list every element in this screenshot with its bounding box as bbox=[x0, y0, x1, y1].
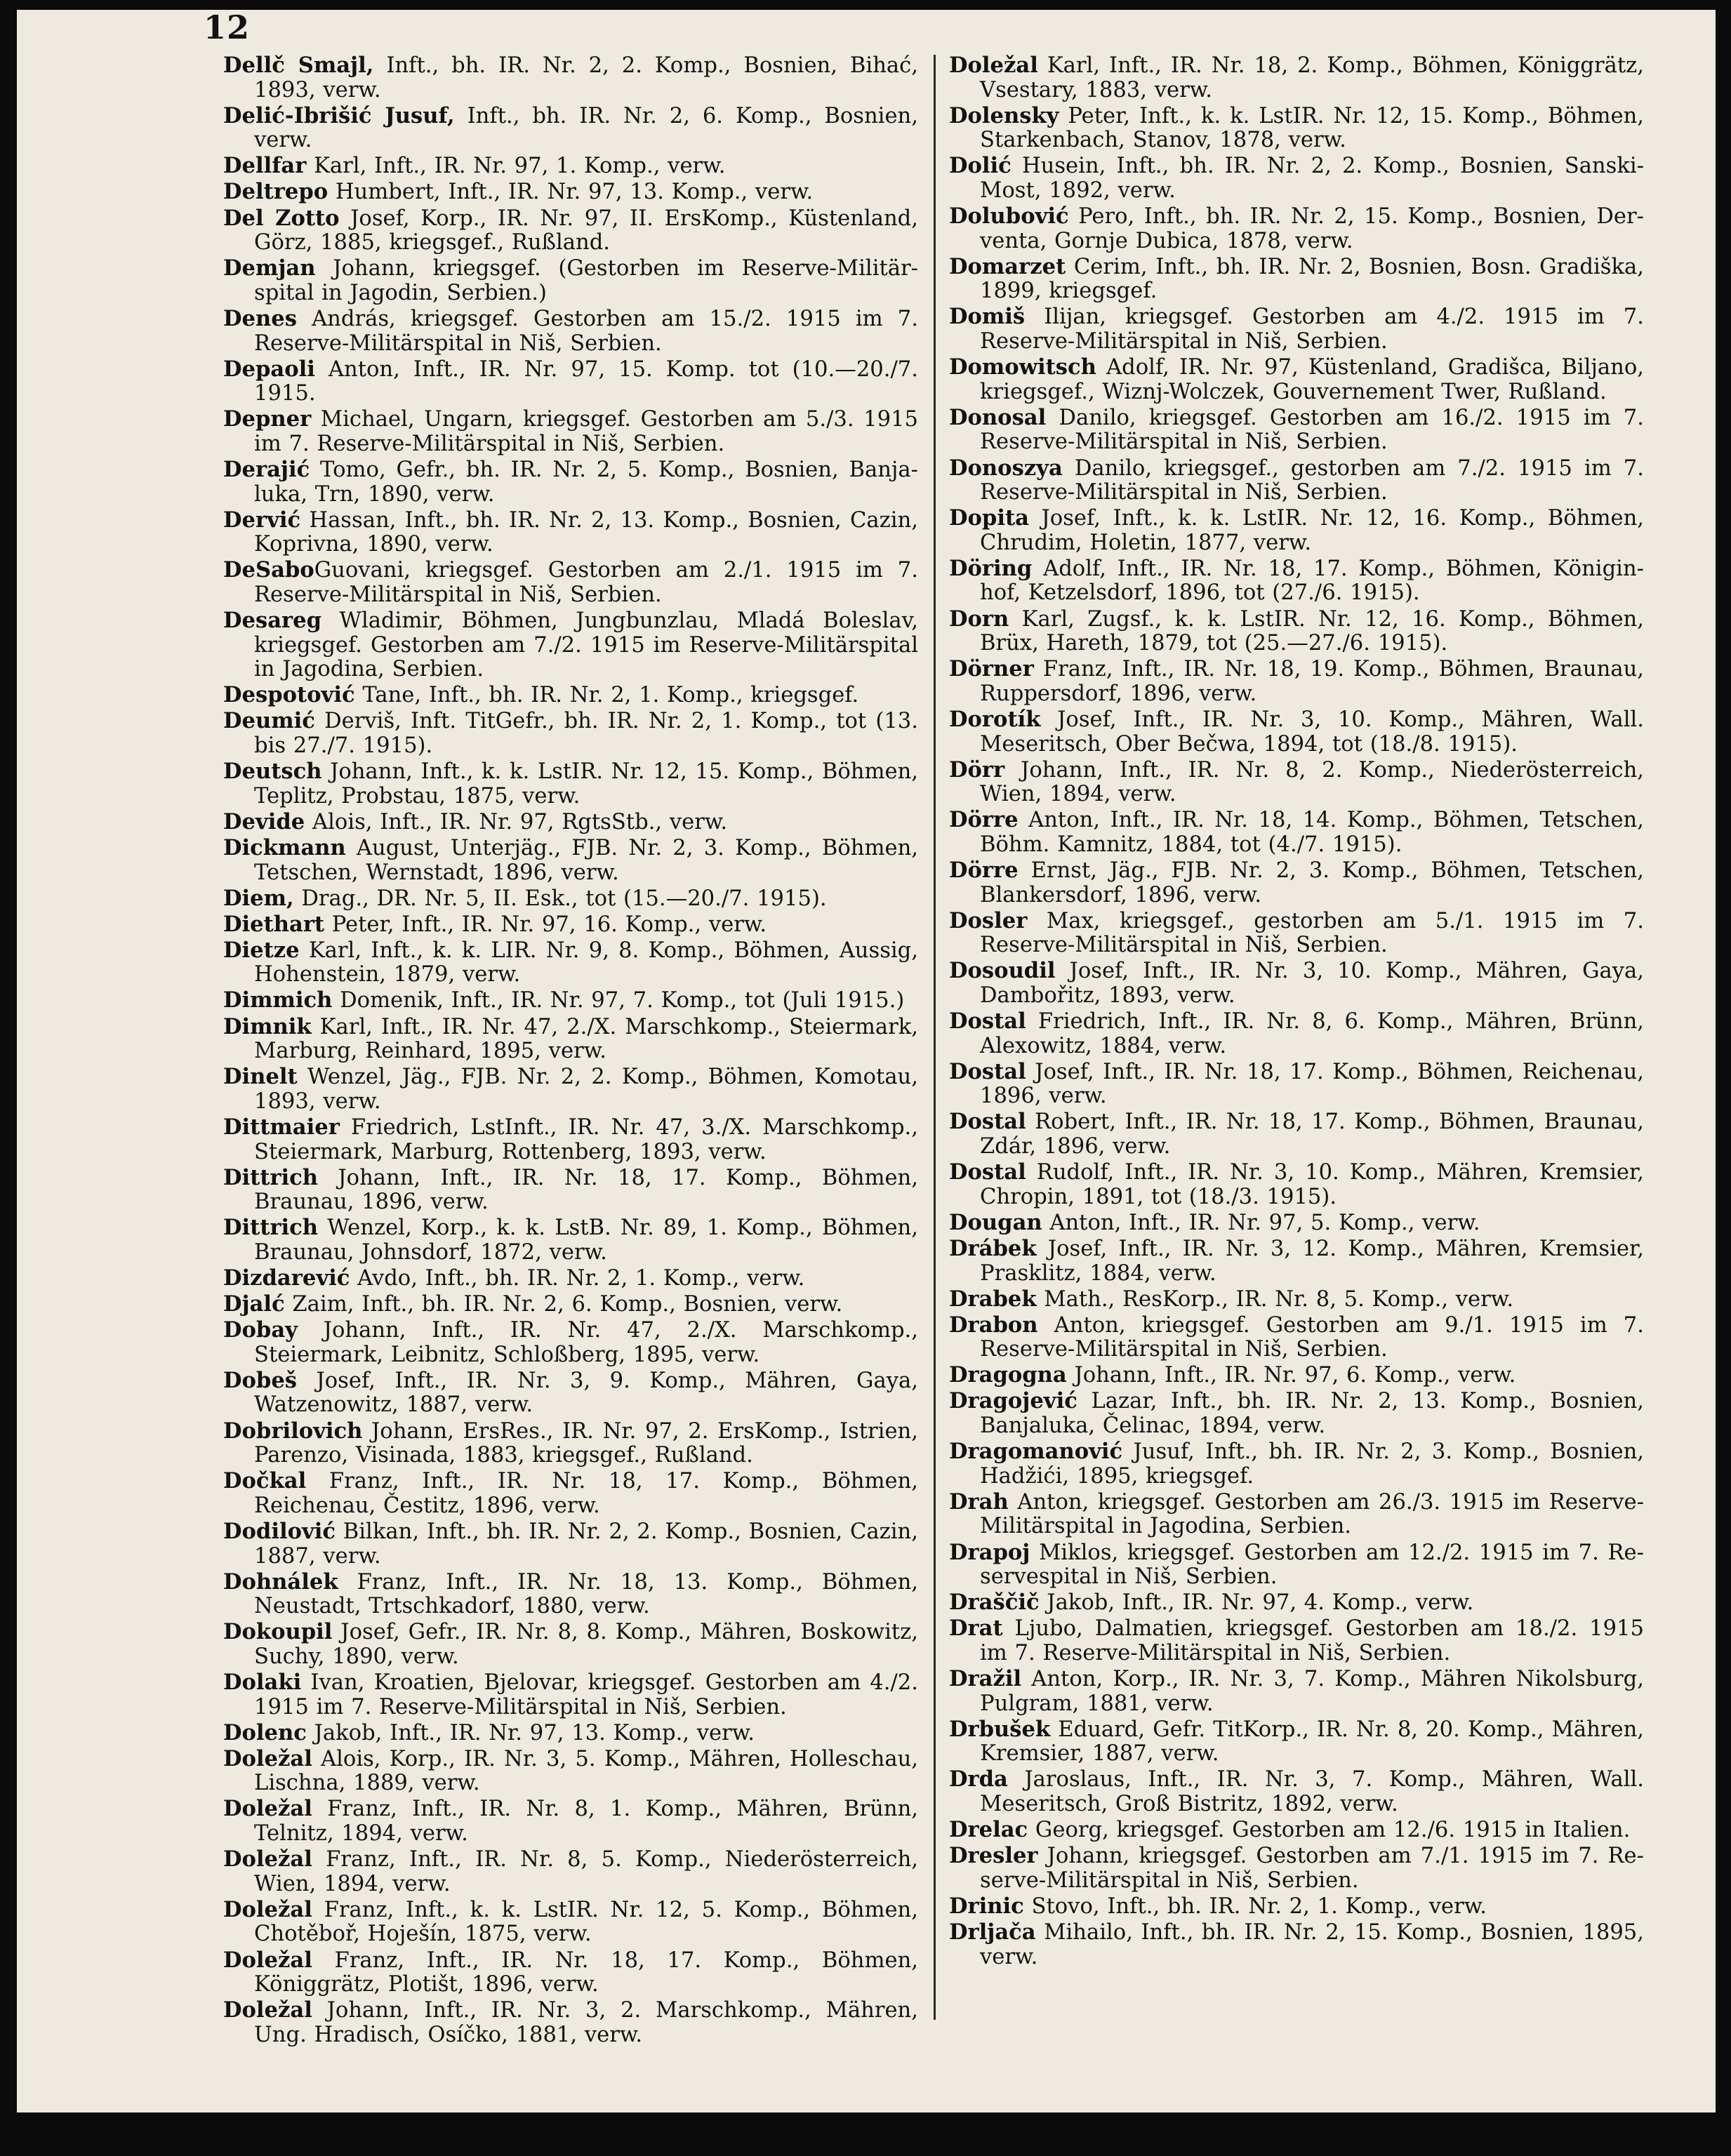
entry-surname: Dočkal bbox=[223, 1468, 307, 1494]
entry-surname: Doležal bbox=[223, 1796, 312, 1822]
entry-surname: Dodilović bbox=[223, 1518, 336, 1544]
entry-details: Ernst, Jäg., FJB. Nr. 2, 3. Komp., Böhmen, Tetschen, Blankersdorf, 1896, verw. bbox=[980, 858, 1644, 907]
entry-surname: Dokoupil bbox=[223, 1619, 333, 1645]
entry-details: Math., ResKorp., IR. Nr. 8, 5. Komp., verw. bbox=[1036, 1286, 1514, 1312]
register-entry bbox=[949, 1313, 1644, 1362]
entry-surname: Dražil bbox=[949, 1666, 1022, 1691]
entry-details: Wenzel, Korp., k. k. LstB. Nr. 89, 1. Komp., Böhmen, Braunau, Johnsdorf, 1872, verw. bbox=[254, 1216, 918, 1265]
entry-details: Georg, kriegsgef. Gestorben am 12./6. 1915 in Italien. bbox=[1028, 1818, 1631, 1843]
entry-surname: Deumić bbox=[223, 708, 315, 734]
entry-surname: Dickmann bbox=[223, 834, 346, 860]
register-entry bbox=[223, 180, 918, 205]
entry-surname: Doležal bbox=[223, 1947, 312, 1973]
register-entry bbox=[949, 53, 1644, 102]
entry-surname: Dostal bbox=[949, 1009, 1026, 1034]
scan-edge-right bbox=[1716, 0, 1731, 2156]
entry-details: Drag., DR. Nr. 5, II. Esk., tot (15.—20./7. 1915). bbox=[293, 886, 827, 911]
entry-details: Peter, Inft., IR. Nr. 97, 16. Komp., verw. bbox=[324, 912, 767, 937]
register-entry bbox=[223, 1797, 918, 1846]
entry-details: Eduard, Gefr. TitKorp., IR. Nr. 8, 20. Komp., Mähren, Kremsier, 1887, verw. bbox=[980, 1717, 1644, 1766]
entry-details: Franz, Inft., IR. Nr. 18, 19. Komp., Böhmen, Braunau, Ruppersdorf, 1896, verw. bbox=[980, 657, 1644, 706]
register-entry bbox=[949, 154, 1644, 203]
scan-edge-bottom bbox=[0, 2112, 1731, 2156]
entry-details: Johann, ErsRes., IR. Nr. 97, 2. ErsKomp., Istrien, Parenzo, Visinada, 1883, kriegsgef., Rußland. bbox=[254, 1418, 918, 1468]
register-entry bbox=[223, 407, 918, 456]
register-entry bbox=[949, 1590, 1644, 1616]
register-entry bbox=[223, 307, 918, 356]
register-entry bbox=[949, 1009, 1644, 1058]
entry-details: Jakob, Inft., IR. Nr. 97, 4. Komp., verw. bbox=[1039, 1590, 1474, 1616]
register-entry bbox=[949, 657, 1644, 706]
register-entry bbox=[223, 1266, 918, 1291]
entry-surname: Dörr bbox=[949, 757, 1005, 783]
register-entry bbox=[223, 1015, 918, 1064]
entry-surname: Dörre bbox=[949, 807, 1019, 833]
register-entry bbox=[223, 508, 918, 557]
register-entry bbox=[949, 1717, 1644, 1766]
entry-surname: Dolensky bbox=[949, 102, 1059, 128]
register-entry bbox=[949, 1060, 1644, 1109]
entry-surname: Dolubović bbox=[949, 204, 1069, 229]
entry-details: Johann, Inft., IR. Nr. 18, 17. Komp., Böhmen, Braunau, 1896, verw. bbox=[254, 1165, 918, 1215]
entry-surname: Dizdarević bbox=[223, 1265, 350, 1291]
entry-details: Franz, Inft., IR. Nr. 18, 17. Komp., Böhmen, Königgrätz, Plotišt, 1896, verw. bbox=[254, 1948, 918, 1997]
entry-surname: Dragogna bbox=[949, 1362, 1067, 1388]
entry-surname: Drábek bbox=[949, 1235, 1037, 1261]
register-entry bbox=[949, 758, 1644, 807]
entry-surname: Drabon bbox=[949, 1312, 1038, 1338]
entry-surname: Drat bbox=[949, 1616, 1003, 1642]
register-entry bbox=[223, 988, 918, 1013]
register-entry bbox=[223, 1166, 918, 1215]
entry-details: Rudolf, Inft., IR. Nr. 3, 10. Komp., Mähren, Kremsier, Chropin, 1891, tot (18./3. 1915). bbox=[980, 1160, 1644, 1209]
register-entry bbox=[223, 1570, 918, 1619]
entry-details: Wladimir, Böhmen, Jungbunzlau, Mladá Boleslav, kriegsgef. Gestorben am 7./2. 1915 im Reserve-Militärspital in Jagodina, Serbien. bbox=[254, 608, 918, 682]
register-entry bbox=[223, 357, 918, 406]
register-entry bbox=[223, 1948, 918, 1997]
entry-surname: Dinelt bbox=[223, 1064, 298, 1090]
register-entry bbox=[949, 1920, 1644, 1969]
entry-surname: Despotović bbox=[223, 682, 355, 708]
register-entry bbox=[223, 458, 918, 507]
entry-surname: Dolenc bbox=[223, 1719, 307, 1745]
register-entry bbox=[949, 406, 1644, 455]
entry-details: Miklos, kriegsgef. Gestorben am 12./2. 1915 im 7. Reservespital in Niš, Serbien. bbox=[980, 1540, 1644, 1590]
entry-surname: Dohnálek bbox=[223, 1569, 338, 1595]
page-number: 12 bbox=[204, 8, 251, 46]
entry-surname: Deutsch bbox=[223, 759, 322, 785]
entry-details: Ivan, Kroatien, Bjelovar, kriegsgef. Gestorben am 4./2. 1915 im 7. Reserve-Militärspital in Niš, Serbien. bbox=[254, 1670, 918, 1719]
register-entry bbox=[223, 1898, 918, 1947]
register-entry bbox=[949, 1287, 1644, 1312]
entry-surname: Dimnik bbox=[223, 1013, 312, 1039]
entry-details: Mihailo, Inft., bh. IR. Nr. 2, 15. Komp., Bosnien, 1895, verw. bbox=[980, 1919, 1644, 1969]
register-entry bbox=[223, 1216, 918, 1265]
register-entry bbox=[223, 1318, 918, 1367]
entry-details: Inft., bh. IR. Nr. 2, 6. Komp., Bosnien, verw. bbox=[254, 103, 918, 153]
entry-details: Josef, Inft., IR. Nr. 3, 10. Komp., Mähren, Gaya, Dambořitz, 1893, verw. bbox=[980, 959, 1644, 1008]
entry-surname: Dosoudil bbox=[949, 958, 1056, 984]
register-entry bbox=[223, 53, 918, 102]
register-entry bbox=[949, 1844, 1644, 1893]
entry-surname: Demjan bbox=[223, 255, 316, 281]
entry-surname: Dougan bbox=[949, 1209, 1042, 1235]
entry-details: Ilijan, kriegsgef. Gestorben am 4./2. 1915 im 7. Reserve-Militärspital in Niš, Serbien. bbox=[980, 305, 1644, 354]
entry-surname: Dostal bbox=[949, 1058, 1026, 1084]
entry-surname: Deltrepo bbox=[223, 179, 329, 205]
register-entry bbox=[949, 1490, 1644, 1539]
entry-details: András, kriegsgef. Gestorben am 15./2. 1915 im 7. Reserve-Militärspital in Niš, Serbien. bbox=[254, 306, 918, 356]
register-entry bbox=[223, 1369, 918, 1418]
entry-surname: Drda bbox=[949, 1766, 1008, 1792]
entry-details: Anton, kriegsgef. Gestorben am 9./1. 1915 im 7. Reserve-Militärspital in Niš, Serbien. bbox=[980, 1312, 1644, 1362]
entry-details: Pero, Inft., bh. IR. Nr. 2, 15. Komp., Bosnien, Derventa, Gornje Dubica, 1878, verw. bbox=[980, 204, 1644, 253]
register-entry bbox=[949, 959, 1644, 1008]
register-entry bbox=[223, 1670, 918, 1719]
register-entry bbox=[949, 255, 1644, 304]
register-entry bbox=[223, 154, 918, 179]
entry-surname: Donoszya bbox=[949, 455, 1063, 481]
register-entry bbox=[949, 1160, 1644, 1209]
entry-details: Cerim, Inft., bh. IR. Nr. 2, Bosnien, Bosn. Gradiška, 1899, kriegsgef. bbox=[980, 254, 1644, 304]
entry-surname: Depaoli bbox=[223, 356, 315, 382]
register-entry bbox=[949, 1818, 1644, 1843]
entry-details: Anton, Inft., IR. Nr. 97, 15. Komp. tot (10.—20./7. 1915. bbox=[254, 357, 918, 406]
entry-details: Franz, Inft., IR. Nr. 8, 5. Komp., Niederösterreich, Wien, 1894, verw. bbox=[254, 1847, 918, 1896]
entry-details: Josef, Gefr., IR. Nr. 8, 8. Komp., Mähren, Boskowitz, Suchy, 1890, verw. bbox=[254, 1620, 918, 1669]
entry-details: Guovani, kriegsgef. Gestorben am 2./1. 1915 im 7. Reserve-Militärspital in Niš, Serbien. bbox=[254, 558, 918, 607]
entry-details: Humbert, Inft., IR. Nr. 97, 13. Komp., verw. bbox=[328, 180, 814, 205]
register-entry bbox=[949, 1616, 1644, 1665]
register-entry bbox=[949, 1767, 1644, 1816]
register-entry bbox=[223, 810, 918, 835]
entry-surname: Doležal bbox=[223, 1997, 312, 2023]
entry-surname: Drelac bbox=[949, 1817, 1028, 1843]
entry-surname: Dresler bbox=[949, 1843, 1038, 1869]
register-entry bbox=[223, 1519, 918, 1569]
entry-surname: Dittrich bbox=[223, 1164, 319, 1190]
register-entry bbox=[223, 1721, 918, 1746]
entry-details: Josef, Inft., k. k. LstIR. Nr. 12, 16. Komp., Böhmen, Chrudim, Holetin, 1877, verw. bbox=[980, 506, 1644, 555]
register-entry bbox=[223, 558, 918, 607]
entry-surname: Doležal bbox=[223, 1745, 312, 1771]
entry-surname: Desareg bbox=[223, 608, 322, 634]
entry-details: Ljubo, Dalmatien, kriegsgef. Gestorben am 18./2. 1915 im 7. Reserve-Militärspital in Niš, Serbien. bbox=[980, 1616, 1644, 1665]
register-entry bbox=[223, 1065, 918, 1114]
entry-surname: Dostal bbox=[949, 1159, 1026, 1185]
entry-surname: Del Zotto bbox=[223, 205, 340, 231]
register-entry bbox=[223, 206, 918, 255]
entry-surname: Denes bbox=[223, 305, 297, 331]
register-entry bbox=[223, 759, 918, 808]
entry-details: Anton, Inft., IR. Nr. 18, 14. Komp., Böhmen, Tetschen, Böhm. Kamnitz, 1884, tot (4./7. 1915). bbox=[980, 808, 1644, 857]
entry-surname: Diem, bbox=[223, 885, 294, 911]
register-entry bbox=[223, 1115, 918, 1164]
entry-details: Peter, Inft., k. k. LstIR. Nr. 12, 15. Komp., Böhmen, Starkenbach, Stanov, 1878, verw. bbox=[980, 103, 1644, 153]
register-entry bbox=[949, 1667, 1644, 1716]
entry-surname: Dimmich bbox=[223, 987, 333, 1013]
register-entry bbox=[949, 1363, 1644, 1388]
entry-details: Josef, Inft., IR. Nr. 18, 17. Komp., Böhmen, Reichenau, 1896, verw. bbox=[980, 1059, 1644, 1109]
entry-surname: Dostal bbox=[949, 1109, 1026, 1135]
scan-edge-top bbox=[0, 0, 1731, 10]
entry-details: Inft., bh. IR. Nr. 2, 2. Komp., Bosnien, Bihać, 1893, verw. bbox=[254, 53, 918, 102]
entry-details: Josef, Inft., IR. Nr. 3, 12. Komp., Mähren, Kremsier, Prasklitz, 1884, verw. bbox=[980, 1236, 1644, 1286]
column-divider bbox=[934, 55, 936, 2020]
entry-details: Max, kriegsgef., gestorben am 5./1. 1915 im 7. Reserve-Militärspital in Niš, Serbien. bbox=[980, 908, 1644, 958]
right-column bbox=[949, 53, 1644, 1971]
scan-edge-left bbox=[0, 0, 17, 2156]
register-entry bbox=[949, 1237, 1644, 1286]
entry-details: Domenik, Inft., IR. Nr. 97, 7. Komp., tot (Juli 1915.) bbox=[332, 988, 905, 1013]
entry-surname: Dosler bbox=[949, 907, 1028, 933]
entry-details: Johann, Inft., k. k. LstIR. Nr. 12, 15. Komp., Böhmen, Teplitz, Probstau, 1875, verw. bbox=[254, 759, 918, 808]
entry-surname: Dittrich bbox=[223, 1215, 319, 1241]
register-entry bbox=[223, 104, 918, 153]
entry-details: Bilkan, Inft., bh. IR. Nr. 2, 2. Komp., Bosnien, Cazin, 1887, verw. bbox=[254, 1519, 918, 1569]
register-entry bbox=[949, 104, 1644, 153]
entry-surname: Delić-Ibrišić Jusuf, bbox=[223, 102, 455, 128]
entry-surname: Devide bbox=[223, 808, 305, 834]
entry-details: Karl, Zugsf., k. k. LstIR. Nr. 12, 16. Komp., Böhmen, Brüx, Hareth, 1879, tot (25.—27./6. 1915). bbox=[980, 606, 1644, 656]
entry-surname: Dobrilovich bbox=[223, 1418, 363, 1444]
entry-surname: Dietze bbox=[223, 937, 300, 963]
entry-details: Avdo, Inft., bh. IR. Nr. 2, 1. Komp., verw. bbox=[350, 1266, 805, 1291]
entry-surname: Doležal bbox=[223, 1896, 312, 1922]
entry-details: Josef, Inft., IR. Nr. 3, 10. Komp., Mähren, Wall. Meseritsch, Ober Bečwa, 1894, tot (18./8. 1915). bbox=[980, 707, 1644, 757]
entry-surname: Dobeš bbox=[223, 1367, 298, 1393]
entry-surname: Drah bbox=[949, 1489, 1009, 1515]
register-entry bbox=[949, 1389, 1644, 1438]
entry-surname: Dobay bbox=[223, 1317, 298, 1343]
register-entry bbox=[949, 858, 1644, 907]
register-entry bbox=[949, 1541, 1644, 1590]
entry-details: Danilo, kriegsgef., gestorben am 7./2. 1915 im 7. Reserve-Militärspital in Niš, Serbien. bbox=[980, 455, 1644, 505]
entry-surname: Derajić bbox=[223, 457, 310, 482]
register-entry bbox=[223, 608, 918, 682]
entry-surname: Donosal bbox=[949, 404, 1047, 430]
register-entry bbox=[223, 256, 918, 305]
entry-details: Johann, kriegsgef. Gestorben am 7./1. 1915 im 7. Reserve-Militärspital in Niš, Serbien. bbox=[980, 1844, 1644, 1893]
register-entry bbox=[223, 1998, 918, 2047]
entry-details: Tomo, Gefr., bh. IR. Nr. 2, 5. Komp., Bosnien, Banjaluka, Trn, 1890, verw. bbox=[254, 458, 918, 507]
entry-surname: Dragojević bbox=[949, 1388, 1077, 1414]
entry-details: Johann, Inft., IR. Nr. 47, 2./X. Marschkomp., Steiermark, Leibnitz, Schloßberg, 1895, verw. bbox=[254, 1318, 918, 1367]
entry-surname: Dolaki bbox=[223, 1670, 302, 1695]
entry-surname: Dittmaier bbox=[223, 1114, 340, 1140]
entry-surname: Dorotík bbox=[949, 706, 1041, 732]
entry-details: August, Unterjäg., FJB. Nr. 2, 3. Komp., Böhmen, Tetschen, Wernstadt, 1896, verw. bbox=[254, 835, 918, 885]
entry-details: Alois, Korp., IR. Nr. 3, 5. Komp., Mähren, Holleschau, Lischna, 1889, verw. bbox=[254, 1746, 918, 1796]
entry-details: Johann, Inft., IR. Nr. 8, 2. Komp., Niederösterreich, Wien, 1894, verw. bbox=[980, 757, 1644, 807]
entry-details: Josef, Inft., IR. Nr. 3, 9. Komp., Mähren, Gaya, Watzenowitz, 1887, verw. bbox=[254, 1368, 918, 1418]
entry-details: Stovo, Inft., bh. IR. Nr. 2, 1. Komp., verw. bbox=[1023, 1894, 1487, 1919]
register-entry bbox=[949, 557, 1644, 606]
entry-details: Lazar, Inft., bh. IR. Nr. 2, 13. Komp., Bosnien, Banjaluka, Čelinac, 1894, verw. bbox=[980, 1389, 1644, 1439]
entry-details: Robert, Inft., IR. Nr. 18, 17. Komp., Böhmen, Braunau, Zdár, 1896, verw. bbox=[980, 1110, 1644, 1159]
register-entry bbox=[223, 912, 918, 938]
entry-surname: Djalć bbox=[223, 1291, 285, 1317]
entry-details: Johann, kriegsgef. (Gestorben im Reserve-Militärspital in Jagodin, Serbien.) bbox=[254, 256, 918, 305]
register-entry bbox=[223, 709, 918, 758]
register-entry bbox=[223, 1847, 918, 1896]
entry-details: Franz, Inft., k. k. LstIR. Nr. 12, 5. Komp., Böhmen, Chotěboř, Hoješín, 1875, verw. bbox=[254, 1897, 918, 1947]
entry-surname: Dervić bbox=[223, 507, 301, 533]
register-entry bbox=[949, 909, 1644, 958]
entry-details: Husein, Inft., bh. IR. Nr. 2, 2. Komp., Bosnien, Sanski-Most, 1892, verw. bbox=[980, 154, 1644, 203]
entry-details: Alois, Inft., IR. Nr. 97, RgtsStb., verw. bbox=[305, 809, 728, 834]
entry-details: Karl, Inft., IR. Nr. 18, 2. Komp., Böhmen, Königgrätz, Vsestary, 1883, verw. bbox=[980, 53, 1644, 102]
register-entry bbox=[223, 683, 918, 708]
entry-surname: Doležal bbox=[223, 1846, 312, 1872]
entry-details: Johann, Inft., IR. Nr. 97, 6. Komp., verw. bbox=[1066, 1363, 1516, 1388]
entry-surname: Dörre bbox=[949, 858, 1019, 883]
register-entry bbox=[949, 506, 1644, 555]
entry-details: Friedrich, LstInft., IR. Nr. 47, 3./X. Marschkomp., Steiermark, Marburg, Rottenberg, 1893, verw. bbox=[254, 1114, 918, 1164]
entry-details: Josef, Korp., IR. Nr. 97, II. ErsKomp., Küstenland, Görz, 1885, kriegsgef., Rußland. bbox=[254, 206, 918, 255]
entry-details: Danilo, kriegsgef. Gestorben am 16./2. 1915 im 7. Reserve-Militärspital in Niš, Serbien. bbox=[980, 405, 1644, 455]
entry-surname: Diethart bbox=[223, 911, 325, 937]
register-entry bbox=[949, 355, 1644, 404]
entry-surname: Dellfar bbox=[223, 153, 307, 179]
register-entry bbox=[949, 607, 1644, 656]
entry-surname: Döring bbox=[949, 555, 1033, 581]
entry-surname: Dörner bbox=[949, 656, 1034, 682]
entry-details: Karl, Inft., IR. Nr. 97, 1. Komp., verw. bbox=[306, 154, 726, 179]
register-entry bbox=[223, 1747, 918, 1796]
entry-details: Jaroslaus, Inft., IR. Nr. 3, 7. Komp., Mähren, Wall. Meseritsch, Groß Bistritz, 1892, verw. bbox=[980, 1767, 1644, 1816]
entry-details: Johann, Inft., IR. Nr. 3, 2. Marschkomp., Mähren, Ung. Hradisch, Osíčko, 1881, verw. bbox=[254, 1998, 918, 2047]
entry-details: Jakob, Inft., IR. Nr. 97, 13. Komp., verw. bbox=[306, 1720, 755, 1745]
entry-details: Anton, kriegsgef. Gestorben am 26./3. 1915 im Reserve-Militärspital in Jagodina, Serbien. bbox=[980, 1489, 1644, 1539]
register-entry bbox=[223, 1620, 918, 1669]
register-entry bbox=[949, 305, 1644, 354]
entry-details: Adolf, IR. Nr. 97, Küstenland, Gradišca, Biljano, kriegsgef., Wiznj-Wolczek, Gouvernement Twer, Rußland. bbox=[980, 355, 1644, 404]
entry-surname: Draščič bbox=[949, 1590, 1040, 1616]
entry-surname: Dorn bbox=[949, 606, 1009, 632]
register-entry bbox=[223, 1469, 918, 1518]
entry-surname: Drabek bbox=[949, 1286, 1037, 1312]
entry-details: Anton, Korp., IR. Nr. 3, 7. Komp., Mähren Nikolsburg, Pulgram, 1881, verw. bbox=[980, 1667, 1644, 1716]
entry-surname: Drljača bbox=[949, 1919, 1036, 1945]
entry-details: Jusuf, Inft., bh. IR. Nr. 2, 3. Komp., Bosnien, Hadžići, 1895, kriegsgef. bbox=[980, 1439, 1644, 1489]
entry-details: Franz, Inft., IR. Nr. 18, 17. Komp., Böhmen, Reichenau, Čestitz, 1896, verw. bbox=[254, 1469, 918, 1518]
entry-details: Franz, Inft., IR. Nr. 8, 1. Komp., Mähren, Brünn, Telnitz, 1894, verw. bbox=[254, 1797, 918, 1846]
entry-details: Tane, Inft., bh. IR. Nr. 2, 1. Komp., kriegsgef. bbox=[354, 683, 859, 708]
entry-surname: Dolić bbox=[949, 153, 1012, 179]
entry-surname: Drbušek bbox=[949, 1716, 1051, 1742]
entry-surname: Domarzet bbox=[949, 253, 1066, 279]
entry-details: Karl, Inft., k. k. LIR. Nr. 9, 8. Komp., Böhmen, Aussig, Hohenstein, 1879, verw. bbox=[254, 938, 918, 987]
entry-details: Hassan, Inft., bh. IR. Nr. 2, 13. Komp., Bosnien, Cazin, Koprivna, 1890, verw. bbox=[254, 507, 918, 557]
register-entry bbox=[223, 938, 918, 987]
register-entry bbox=[949, 1110, 1644, 1159]
entry-surname: Drinic bbox=[949, 1893, 1024, 1919]
entry-surname: Dellč Smajl, bbox=[223, 53, 374, 78]
entry-details: Anton, Inft., IR. Nr. 97, 5. Komp., verw. bbox=[1042, 1210, 1480, 1235]
register-entry bbox=[223, 1292, 918, 1317]
entry-details: Michael, Ungarn, kriegsgef. Gestorben am 5./3. 1915 im 7. Reserve-Militärspital in Niš, Serbien. bbox=[254, 407, 918, 456]
register-entry bbox=[949, 1439, 1644, 1489]
entry-surname: Domowitsch bbox=[949, 354, 1096, 380]
register-entry bbox=[949, 204, 1644, 253]
register-entry bbox=[223, 836, 918, 885]
entry-details: Adolf, Inft., IR. Nr. 18, 17. Komp., Böhmen, Königinhof, Ketzelsdorf, 1896, tot (27./6. 1915). bbox=[980, 556, 1644, 606]
entry-surname: Doležal bbox=[949, 53, 1038, 78]
entry-surname: Dragomanović bbox=[949, 1439, 1123, 1465]
entry-details: Franz, Inft., IR. Nr. 18, 13. Komp., Böhmen, Neustadt, Trtschkadorf, 1880, verw. bbox=[254, 1569, 918, 1619]
entry-surname: Depner bbox=[223, 406, 312, 432]
entry-details: Derviš, Inft. TitGefr., bh. IR. Nr. 2, 1. Komp., tot (13. bis 27./7. 1915). bbox=[254, 709, 918, 759]
register-entry bbox=[223, 886, 918, 912]
entry-surname: Drapoj bbox=[949, 1539, 1030, 1565]
entry-surname: DeSabo bbox=[223, 557, 314, 583]
register-entry bbox=[223, 1419, 918, 1468]
register-entry bbox=[949, 808, 1644, 857]
entry-details: Karl, Inft., IR. Nr. 47, 2./X. Marschkomp., Steiermark, Marburg, Reinhard, 1895, verw. bbox=[254, 1014, 918, 1064]
register-entry bbox=[949, 1894, 1644, 1919]
entry-details: Friedrich, Inft., IR. Nr. 8, 6. Komp., Mähren, Brünn, Alexowitz, 1884, verw. bbox=[980, 1009, 1644, 1058]
left-column bbox=[223, 53, 918, 2049]
entry-surname: Domiš bbox=[949, 304, 1026, 330]
register-entry bbox=[949, 1211, 1644, 1236]
entry-surname: Dopita bbox=[949, 505, 1029, 531]
entry-details: Wenzel, Jäg., FJB. Nr. 2, 2. Komp., Böhmen, Komotau, 1893, verw. bbox=[254, 1065, 918, 1114]
entry-details: Zaim, Inft., bh. IR. Nr. 2, 6. Komp., Bosnien, verw. bbox=[284, 1292, 843, 1317]
register-entry bbox=[949, 456, 1644, 505]
register-entry bbox=[949, 707, 1644, 757]
